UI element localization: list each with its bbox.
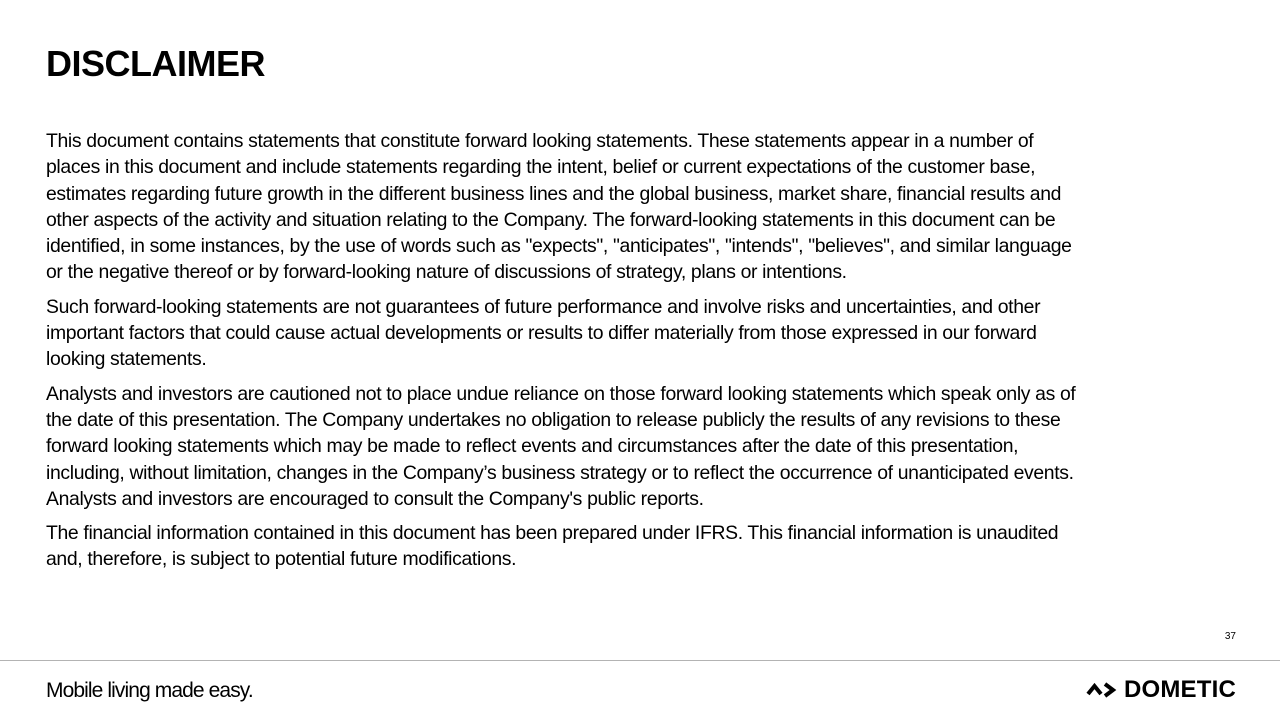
paragraph-caution [46, 381, 1246, 512]
text-line: Analysts and investors are cautioned not to place undue reliance on those forward looking statements which speak only as of [46, 382, 1076, 405]
logo-wordmark: DOMETIC [1123, 676, 1236, 703]
page-title: DISCLAIMER [46, 43, 265, 84]
text-line: other aspects of the activity and situation relating to the Company. The forward-looking statements in this document can be [46, 208, 1056, 231]
footer-divider [0, 660, 1280, 661]
text-line: identified, in some instances, by the use of words such as "expects", "anticipates", "intends", "believes", and similar language [46, 235, 1072, 258]
page-number: 37 [1224, 631, 1236, 642]
dometic-logo [1086, 678, 1236, 702]
text-line: estimates regarding future growth in the different business lines and the global business, market share, financial results and [46, 182, 1062, 205]
dometic-chevron-icon [1086, 681, 1120, 699]
paragraph-no-guarantee [46, 294, 1246, 373]
text-line: looking statements. [46, 348, 207, 371]
disclaimer-body [46, 128, 1246, 581]
text-line: or the negative thereof or by forward-looking nature of discussions of strategy, plans or intentions. [46, 261, 847, 284]
text-line: forward looking statements which may be made to reflect events and circumstances after the date of this presentation, [46, 435, 1019, 458]
footer-tagline: Mobile living made easy. [46, 679, 253, 702]
text-line: Analysts and investors are encouraged to consult the Company's public reports. [46, 487, 704, 510]
text-line: and, therefore, is subject to potential future modifications. [46, 548, 517, 571]
text-line: including, without limitation, changes in the Company’s business strategy or to reflect the occurrence of unanticipated events. [46, 461, 1074, 484]
paragraph-forward-looking [46, 128, 1246, 286]
text-line: the date of this presentation. The Company undertakes no obligation to release publicly the results of any revisions to these [46, 408, 1061, 431]
paragraph-financial-info [46, 520, 1246, 573]
text-line: Such forward-looking statements are not guarantees of future performance and involve risks and uncertainties, and other [46, 295, 1041, 318]
text-line: important factors that could cause actual developments or results to differ materially from those expressed in our forward [46, 322, 1037, 345]
text-line: This document contains statements that constitute forward looking statements. These statements appear in a number of [46, 130, 1034, 152]
text-line: places in this document and include statements regarding the intent, belief or current expectations of the customer base, [46, 156, 1036, 179]
text-line: The financial information contained in this document has been prepared under IFRS. This financial information is unaudited [46, 522, 1059, 545]
